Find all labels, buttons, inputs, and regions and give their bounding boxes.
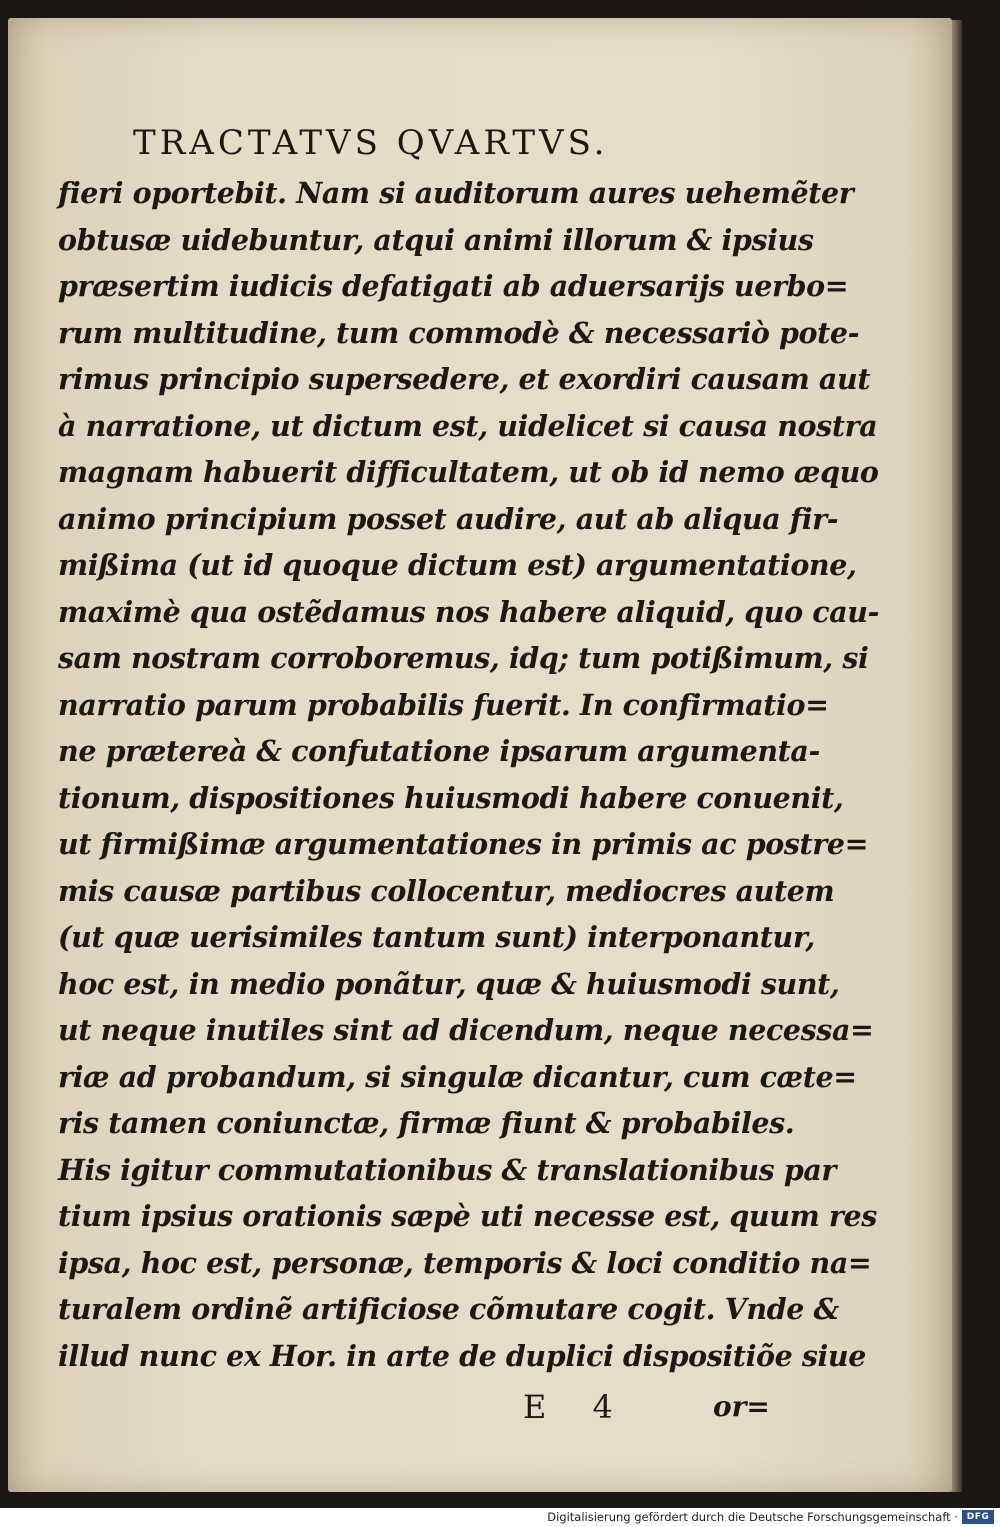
text-line: tionum, dispositiones huiusmodi habere conuenit,: [58, 780, 844, 815]
text-line: (ut quæ uerisimiles tantum sunt) interponantur,: [58, 920, 815, 954]
text-line: ut firmißimæ argumentationes in primis ac postre=: [58, 827, 869, 861]
running-head: TRACTATVS QVARTVS.: [133, 123, 609, 163]
text-line: narratio parum probabilis fuerit. In confirmatio=: [58, 687, 829, 722]
dfg-logo-icon: DFG: [962, 1510, 994, 1524]
text-line: ris tamen coniunctæ, firmæ fiunt & probabiles.: [58, 1106, 795, 1140]
signature-mark: E 4: [523, 1388, 631, 1426]
footer-bar: [0, 1508, 1000, 1527]
text-line: obtusæ uidebuntur, atqui animi illorum & ipsius: [58, 222, 814, 257]
catchword: or=: [713, 1390, 770, 1423]
text-line: rimus principio supersedere, et exordiri causam aut: [58, 362, 871, 396]
text-line: sam nostram corroboremus, idq; tum potißimum, si: [58, 641, 869, 675]
text-line: illud nunc ex Hor. in arte de duplici dispositiõe siue: [58, 1338, 866, 1373]
text-line: maximè qua ostẽdamus nos habere aliquid, quo cau-: [58, 594, 880, 629]
text-line: tium ipsius orationis sæpè uti necesse est, quum res: [58, 1199, 877, 1233]
text-line: mis causæ partibus collocentur, mediocres autem: [58, 873, 835, 908]
text-line: turalem ordinẽ artificiose cõmutare cogit. Vnde &: [58, 1292, 839, 1326]
text-line: animo principium posset audire, aut ab aliqua fir-: [58, 501, 839, 536]
book-page: [8, 18, 952, 1492]
text-line: ne prætereà & confutatione ipsarum argumenta-: [58, 734, 820, 768]
text-line: à narratione, ut dictum est, uidelicet si causa nostra: [58, 408, 878, 443]
text-line: hoc est, in medio ponãtur, quæ & huiusmodi sunt,: [58, 966, 840, 1001]
text-line: riæ ad probandum, si singulæ dicantur, cum cæte=: [58, 1059, 857, 1094]
text-line: ipsa, hoc est, personæ, temporis & loci conditio na=: [58, 1245, 872, 1280]
text-line: mißima (ut id quoque dictum est) argumentatione,: [58, 548, 857, 582]
text-line: rum multitudine, tum commodè & necessariò pote-: [58, 315, 860, 350]
text-line: His igitur commutationibus & translationibus par: [58, 1152, 837, 1187]
text-line: fieri oportebit. Nam si auditorum aures uehemẽter: [58, 176, 854, 210]
funding-note: Digitalisierung gefördert durch die Deutsche Forschungsgemeinschaft ·: [547, 1510, 958, 1524]
text-line: præsertim iudicis defatigati ab aduersarijs uerbo=: [58, 269, 849, 303]
text-line: magnam habuerit difficultatem, ut ob id nemo æquo: [58, 455, 879, 489]
body-text: [58, 170, 880, 1379]
text-line: ut neque inutiles sint ad dicendum, neque necessa=: [58, 1013, 874, 1047]
